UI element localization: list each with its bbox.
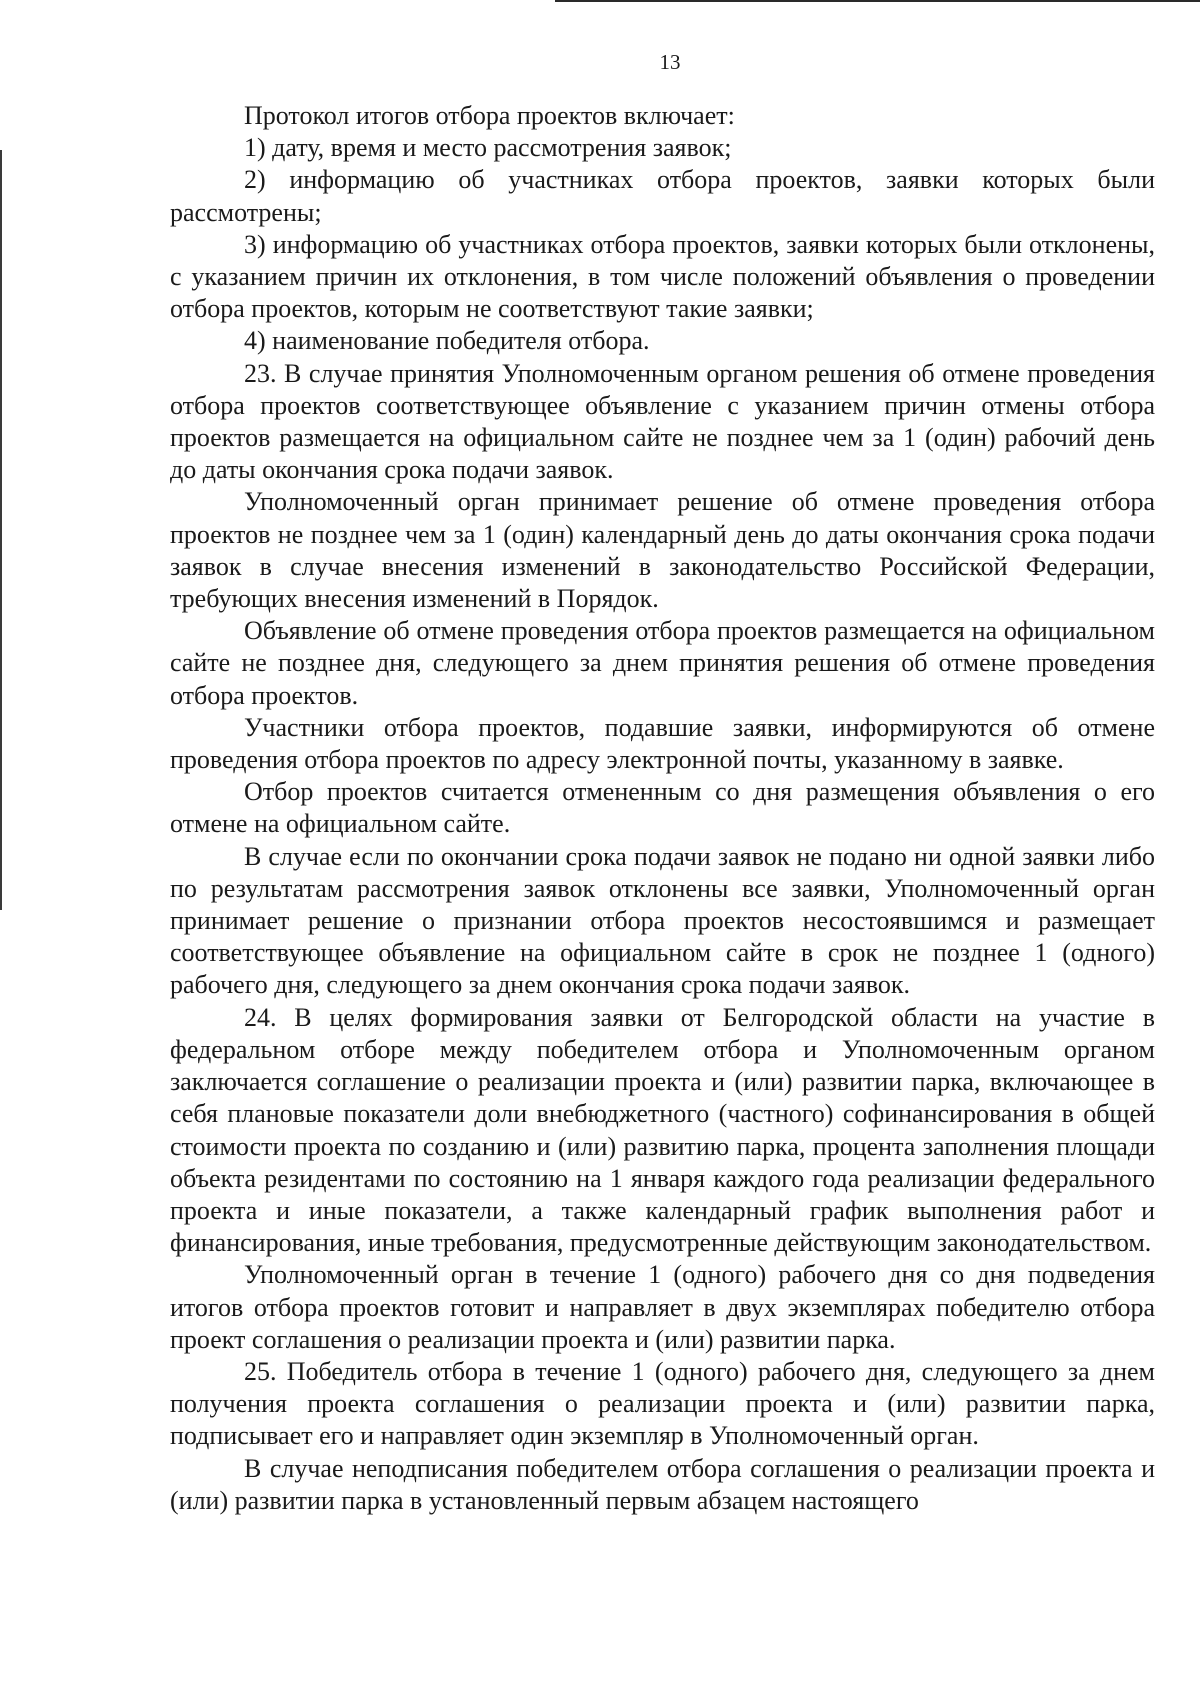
paragraph-selection-failed: В случае если по окончании срока подачи заявок не подано ни одной заявки либо по результатам рассмотрения заявок отклонены все заявки, Уполномоченный орган принимает решение о признании отбора проектов несостоявшимся и размещает соответствующее объявление на официальном сайте в срок не позднее 1 (одного) рабочего дня, следующего за днем окончания срока подачи заявок. xyxy=(170,841,1155,1000)
clause-23: 23. В случае принятия Уполномоченным органом решения об отмене проведения отбора проектов соответствующее объявление с указанием причин отмены отбора проектов размещается на официальном сайте не позднее чем за 1 (один) рабочий день до даты окончания срока подачи заявок. xyxy=(170,358,1155,485)
scan-border-left xyxy=(0,150,2,910)
list-item-4: 4) наименование победителя отбора. xyxy=(244,326,650,356)
paragraph-non-signing: В случае неподписания победителем отбора соглашения о реализации проекта и (или) развитии парка в установленный первым абзацем настоящего xyxy=(170,1453,1155,1515)
clause-25: 25. Победитель отбора в течение 1 (одного) рабочего дня, следующего за днем получения проекта соглашения о реализации проекта и (или) развитии парка, подписывает его и направляет один экземпляр в Уполномоченный орган. xyxy=(170,1356,1155,1451)
list-item-3: 3) информацию об участниках отбора проектов, заявки которых были отклонены, с указанием причин их отклонения, в том числе положений объявления о проведении отбора проектов, которым не соответствуют такие заявки; xyxy=(170,229,1155,324)
scan-border-top xyxy=(555,0,1200,2)
clause-24: 24. В целях формирования заявки от Белгородской области на участие в федеральном отборе между победителем отбора и Уполномоченным органом заключается соглашение о реализации проекта и (или) развитии парка, включающее в себя плановые показатели доли внебюджетного (частного) софинансирования в общей стоимости проекта по созданию и (или) развитию парка, процента заполнения площади объекта резидентами по состоянию на 1 января каждого года реализации федерального проекта и иные показатели, а также календарный график выполнения работ и финансирования, иные требования, предусмотренные действующим законодательством. xyxy=(170,1002,1155,1258)
paragraph-protocol-intro: Протокол итогов отбора проектов включает: xyxy=(244,101,735,130)
paragraph-cancellation-decision: Уполномоченный орган принимает решение об отмене проведения отбора проектов не позднее чем за 1 (один) календарный день до даты окончания срока подачи заявок в случае внесения изменений в законодательство Российской Федерации, требующих внесения изменений в Порядок. xyxy=(170,487,1155,614)
list-item-2: 2) информацию об участниках отбора проектов, заявки которых были рассмотрены; xyxy=(170,165,1155,227)
paragraph-participants-notified: Участники отбора проектов, подавшие заявки, информируются об отмене проведения отбора проектов по адресу электронной почты, указанному в заявке. xyxy=(170,712,1155,775)
paragraph-agreement-draft: Уполномоченный орган в течение 1 (одного) рабочего дня со дня подведения итогов отбора проектов готовит и направляет в двух экземплярах победителю отбора проект соглашения о реализации проекта и (или) развитии парка. xyxy=(170,1260,1155,1354)
document-body xyxy=(170,100,1155,1517)
paragraph-cancellation-notice: Объявление об отмене проведения отбора проектов размещается на официальном сайте не позднее дня, следующего за днем принятия решения об отмене проведения отбора проектов. xyxy=(170,616,1155,710)
page-number: 13 xyxy=(659,50,681,74)
list-item-1: 1) дату, время и место рассмотрения заявок; xyxy=(244,133,732,163)
paragraph-selection-cancelled: Отбор проектов считается отмененным со дня размещения объявления о его отмене на официальном сайте. xyxy=(170,777,1155,839)
